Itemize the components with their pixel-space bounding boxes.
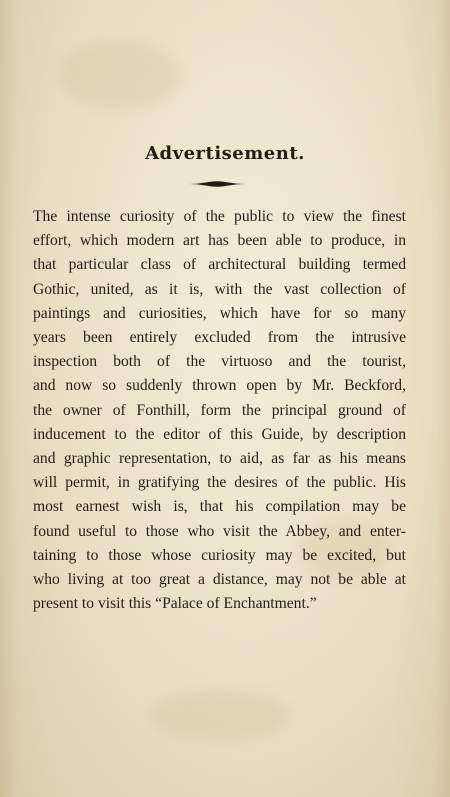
text-line: The intense curiosity of the public to view the finest xyxy=(33,208,406,225)
text-line: effort, which modern art has been able to produce, in xyxy=(33,232,406,250)
text-line: the owner of Fonthill, form the principal ground of xyxy=(33,401,406,419)
advertisement-paragraph xyxy=(33,205,406,616)
text-line: and now so suddenly thrown open by Mr. Beckford, xyxy=(33,377,406,395)
text-line: Gothic, united, as it is, with the vast collection of xyxy=(33,280,406,298)
text-line: present to visit this “Palace of Enchantment.” xyxy=(33,595,317,613)
text-line: taining to those whose curiosity may be excited, but xyxy=(33,546,406,564)
text-line: inspection both of the virtuoso and the tourist, xyxy=(33,353,406,371)
ornamental-rule xyxy=(189,180,245,188)
text-line: found useful to those who visit the Abbey, and enter- xyxy=(33,522,406,540)
text-line: who living at too great a distance, may not be able at xyxy=(33,571,406,589)
text-line: paintings and curiosities, which have for so many xyxy=(33,304,406,322)
text-line: inducement to the editor of this Guide, by description xyxy=(33,425,406,443)
page-heading: Advertisement. xyxy=(145,143,305,164)
text-line: most earnest wish is, that his compilation may be xyxy=(33,498,406,516)
paper-stain xyxy=(150,690,290,740)
text-line: will permit, in gratifying the desires of the public. His xyxy=(33,474,406,492)
text-line: years been entirely excluded from the intrusive xyxy=(33,329,406,347)
text-line: and graphic representation, to aid, as far as his means xyxy=(33,450,406,468)
text-line: that particular class of architectural building termed xyxy=(33,256,406,274)
paper-stain xyxy=(60,40,180,110)
